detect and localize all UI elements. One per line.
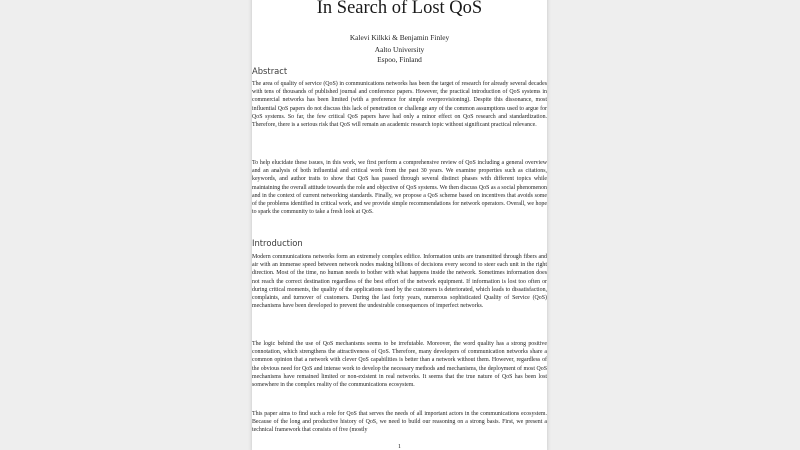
introduction-paragraph-3: This paper aims to find such a role for QoS that serves the needs of all important actors in the communications ecosystem. Because of the long and productive history of QoS, we need to build our reasoning on a strong basis. First, we present a technical framework that consists of five (mostly — [252, 411, 547, 434]
location: Espoo, Finland — [377, 55, 422, 64]
affiliation: Aalto University — [374, 45, 425, 54]
introduction-paragraph-2: The logic behind the use of QoS mechanisms seems to be irrefutable. Moreover, the word quality has a strong positive connotation, which strengthens the attractiveness of QoS. Therefore, many developers of communication networks share a common opinion that a network with clever QoS capabilities is better than a network without them. However, regardless of the obvious need for QoS and intense work to develop the necessary methods and mechanisms, the deployment of most QoS mechanisms have remained limited or non-existent in real networks. It seems that the true nature of QoS has been lost somewhere in the complex reality of the communications ecosystem. — [252, 341, 547, 389]
abstract-paragraph-1: The area of quality of service (QoS) in communications networks has been the target of research for already several decades with tens of thousands of published journal and conference papers. However, the practical introduction of QoS systems in commercial networks has been limited (with a preference for simple overprovisioning). Despite this dissonance, most influential QoS papers do not discuss this lack of penetration or challenge any of the common assumptions used to argue for QoS systems. So far, the few critical QoS papers have had only a minor effect on QoS research and standardization. Therefore, there is a serious risk that QoS will remain an academic research topic without significant practical relevance. — [252, 81, 547, 129]
introduction-heading: Introduction — [252, 238, 303, 248]
paper-title: In Search of Lost QoS — [316, 0, 483, 18]
author-affiliation-block — [252, 45, 547, 65]
introduction-paragraph-1: Modern communications networks form an extremely complex edifice. Information units are transmitted through fibers and air with an immense speed between network nodes making billions of decisions every second to steer each unit in the right direction. Most of the time, no human needs to bother with what happens inside the network. Sometimes information does not reach the correct destination regardless of the best effort of the network equipment. If information is lost too often or during critical moments, the quality of the applications used by the customers is deteriorated, which leads to dissatisfaction, complaints, and turnover of customers. During the last forty years, numerous sophisticated Quality of Service (QoS) mechanisms have been developed to prevent the undesirable consequences of imperfect networks. — [252, 254, 547, 310]
abstract-heading: Abstract — [252, 66, 288, 76]
document-page — [252, 0, 547, 450]
abstract-paragraph-2: To help elucidate these issues, in this work, we first perform a comprehensive review of QoS including a general overview and an analysis of both influential and critical work from the past 30 years. We examine properties such as citations, keywords, and author traits to show that QoS has passed through several distinct phases with different topics while maintaining the overall attitude towards the role and objective of QoS systems. We then discuss QoS as a social phenomenon and in the context of current networking standards. Finally, we propose a QoS scheme based on incentives that avoids some of the problems identified in critical work, and we provide simple recommendations for network operators. Overall, we hope to spark the community to take a fresh look at QoS. — [252, 160, 547, 216]
paper-authors: Kalevi Kilkki & Benjamin Finley — [349, 33, 450, 42]
page-number: 1 — [398, 444, 401, 450]
